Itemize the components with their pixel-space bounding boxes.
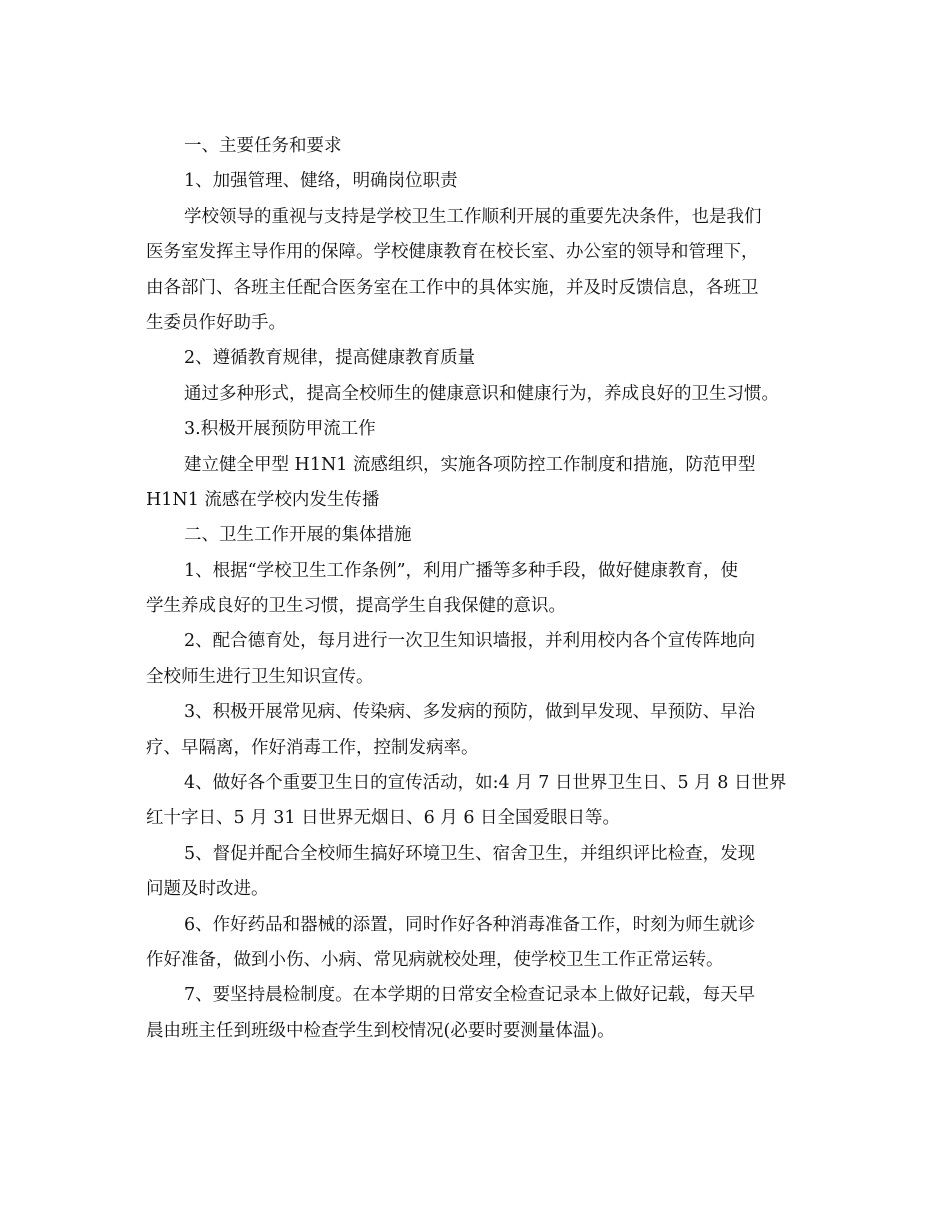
document-line: 建立健全甲型 H1N1 流感组织，实施各项防控工作制度和措施，防范甲型 bbox=[184, 454, 756, 475]
document-line: 7、要坚持晨检制度。在本学期的日常安全检查记录本上做好记载，每天早 bbox=[184, 985, 756, 1006]
document-line: 一、主要任务和要求 bbox=[184, 136, 342, 156]
document-line: 1、加强管理、健络，明确岗位职责 bbox=[184, 171, 458, 192]
document-line: 晨由班主任到班级中检查学生到校情况(必要时要测量体温)。 bbox=[146, 1020, 615, 1041]
document-line: 通过多种形式，提高全校师生的健康意识和健康行为，养成良好的卫生习惯。 bbox=[184, 383, 779, 404]
document-line: 3、积极开展常见病、传染病、多发病的预防，做到早发现、早预防、早治 bbox=[184, 702, 756, 723]
document-line: 5、督促并配合全校师生搞好环境卫生、宿舍卫生，并组织评比检查，发现 bbox=[184, 843, 756, 864]
document-body bbox=[146, 129, 816, 1049]
document-line: 1、根据“学校卫生工作条例”，利用广播等多种手段，做好健康教育，使 bbox=[184, 560, 739, 581]
document-line: 学校领导的重视与支持是学校卫生工作顺利开展的重要先决条件，也是我们 bbox=[184, 206, 762, 227]
document-line: 2、遵循教育规律，提高健康教育质量 bbox=[184, 348, 476, 369]
document-line: 6、作好药品和器械的添置，同时作好各种消毒准备工作，时刻为师生就诊 bbox=[184, 914, 756, 935]
document-line: 红十字日、5 月 31 日世界无烟日、6 月 6 日全国爱眼日等。 bbox=[146, 808, 621, 829]
document-line: 二、卫生工作开展的集体措施 bbox=[184, 525, 412, 546]
document-line: 作好准备，做到小伤、小病、常见病就校处理，使学校卫生工作正常运转。 bbox=[146, 949, 724, 970]
document-line: H1N1 流感在学校内发生传播 bbox=[146, 489, 380, 510]
document-line: 2、配合德育处，每月进行一次卫生知识墙报，并利用校内各个宣传阵地向 bbox=[184, 631, 756, 652]
document-line: 全校师生进行卫生知识宣传。 bbox=[146, 666, 374, 687]
document-line: 医务室发挥主导作用的保障。学校健康教育在校长室、办公室的领导和管理下， bbox=[146, 242, 759, 263]
document-line: 学生养成良好的卫生习惯，提高学生自我保健的意识。 bbox=[146, 596, 566, 617]
document-line: 问题及时改进。 bbox=[146, 879, 269, 900]
document-line: 由各部门、各班主任配合医务室在工作中的具体实施，并及时反馈信息，各班卫 bbox=[146, 277, 759, 298]
document-line: 4、做好各个重要卫生日的宣传活动，如:4 月 7 日世界卫生日、5 月 8 日世界 bbox=[184, 773, 787, 794]
document-line: 生委员作好助手。 bbox=[146, 312, 286, 333]
document-line: 3.积极开展预防甲流工作 bbox=[184, 419, 376, 440]
document-line: 疗、早隔离，作好消毒工作，控制发病率。 bbox=[146, 737, 479, 758]
